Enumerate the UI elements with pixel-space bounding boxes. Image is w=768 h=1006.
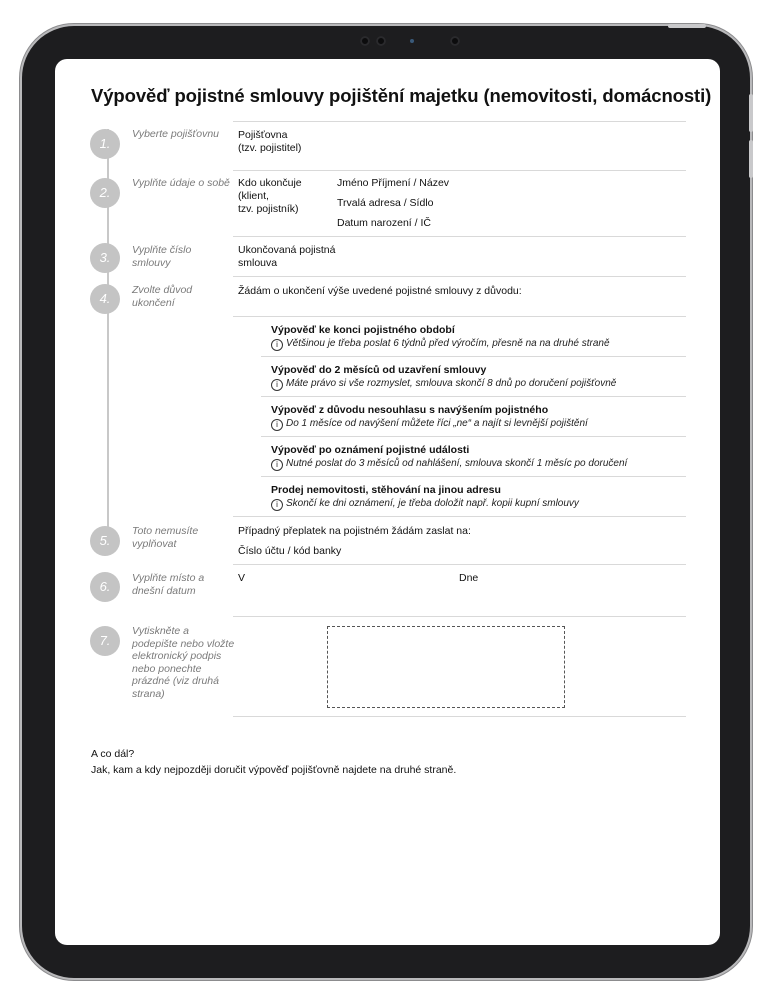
info-icon: i (271, 459, 283, 471)
option-title-property-sale[interactable]: Prodej nemovitosti, stěhování na jinou adresu (271, 484, 501, 496)
option-note: i Nutné poslat do 3 měsíců od nahlášení, smlouva skončí 1 měsíc po doručení (271, 458, 627, 471)
step-number-1: 1. (90, 129, 120, 159)
option-note: i Máte právo si vše rozmyslet, smlouva skončí 8 dnů po doručení pojišťovně (271, 378, 616, 391)
divider (233, 276, 686, 277)
contract-sublabel: smlouva (238, 257, 278, 269)
divider (233, 616, 686, 617)
volume-up-button[interactable] (749, 94, 753, 132)
footer-question: A co dál? (91, 748, 135, 760)
option-title-insured-event[interactable]: Výpověď po oznámení pojistné události (271, 444, 470, 456)
proximity-sensor-icon (450, 36, 460, 46)
signature-box[interactable] (327, 626, 565, 708)
divider (261, 356, 686, 357)
name-field[interactable]: Jméno Příjmení / Název (337, 177, 450, 189)
divider (233, 236, 686, 237)
step-number-6: 6. (90, 572, 120, 602)
option-note: i Do 1 měsíce od navýšení můžete říci „ne“ a najít si levnější pojištění (271, 418, 588, 431)
step-label-2: Vyplňte údaje o sobě (132, 177, 230, 189)
form-page (55, 59, 720, 945)
footer-text: Jak, kam a kdy nejpozději doručit výpověď pojišťovně najdete na druhé straně. (91, 764, 457, 776)
step-number-5: 5. (90, 526, 120, 556)
place-field[interactable]: V (238, 572, 246, 584)
contract-label: Ukončovaná pojistná (238, 244, 336, 256)
volume-down-button[interactable] (749, 140, 753, 178)
divider (233, 121, 686, 122)
step-label-5: Toto nemusíte vyplňovat (132, 525, 199, 550)
reason-intro: Žádám o ukončení výše uvedené pojistné smlouvy z důvodu: (238, 285, 522, 297)
refund-text: Případný přeplatek na pojistném žádám zaslat na: (238, 525, 471, 537)
option-title-premium-increase[interactable]: Výpověď z důvodu nesouhlasu s navýšením pojistného (271, 404, 549, 416)
divider (233, 716, 686, 717)
divider (233, 564, 686, 565)
step-number-7: 7. (90, 626, 120, 656)
info-icon: i (271, 339, 283, 351)
birth-id-field[interactable]: Datum narození / IČ (337, 217, 431, 229)
step-number-3: 3. (90, 243, 120, 273)
step-label-1: Vyberte pojišťovnu (132, 128, 219, 140)
divider (261, 476, 686, 477)
divider (261, 396, 686, 397)
step-number-4: 4. (90, 284, 120, 314)
insurer-label: Pojišťovna (238, 129, 288, 141)
client-sublabel-2: tzv. pojistník) (238, 203, 299, 215)
date-field[interactable]: Dne (459, 572, 479, 584)
step-label-4: Zvolte důvod ukončení (132, 284, 193, 309)
camera-bar (352, 34, 472, 48)
step-label-6: Vyplňte místo a dnešní datum (132, 572, 205, 597)
address-field[interactable]: Trvalá adresa / Sídlo (337, 197, 434, 209)
divider (261, 436, 686, 437)
insurer-sublabel: (tzv. pojistitel) (238, 142, 302, 154)
option-title-within-2-months[interactable]: Výpověď do 2 měsíců od uzavření smlouvy (271, 364, 487, 376)
info-icon: i (271, 379, 283, 391)
power-button[interactable] (668, 24, 706, 28)
option-note: i Skončí ke dni oznámení, je třeba doložit např. kopii kupní smlouvy (271, 498, 579, 511)
page-title: Výpověď pojistné smlouvy pojištění majetku (nemovitosti, domácnosti) (91, 85, 712, 106)
indicator-light (410, 39, 414, 43)
client-label: Kdo ukončuje (238, 177, 302, 189)
option-title-end-of-period[interactable]: Výpověď ke konci pojistného období (271, 324, 455, 336)
camera-icon (360, 36, 370, 46)
client-sublabel-1: (klient, (238, 190, 269, 202)
info-icon: i (271, 419, 283, 431)
info-icon: i (271, 499, 283, 511)
step-label-3: Vyplňte číslo smlouvy (132, 244, 192, 269)
account-field[interactable]: Číslo účtu / kód banky (238, 545, 342, 557)
divider (233, 170, 686, 171)
option-note: i Většinou je třeba poslat 6 týdnů před výročím, přesně na na druhé straně (271, 338, 610, 351)
sensor-icon (376, 36, 386, 46)
divider (233, 516, 686, 517)
step-number-2: 2. (90, 178, 120, 208)
step-label-7: Vytiskněte a podepište nebo vložte elektronický podpis nebo ponechte prázdné (viz druhá strana) (132, 625, 235, 700)
divider (233, 316, 686, 317)
